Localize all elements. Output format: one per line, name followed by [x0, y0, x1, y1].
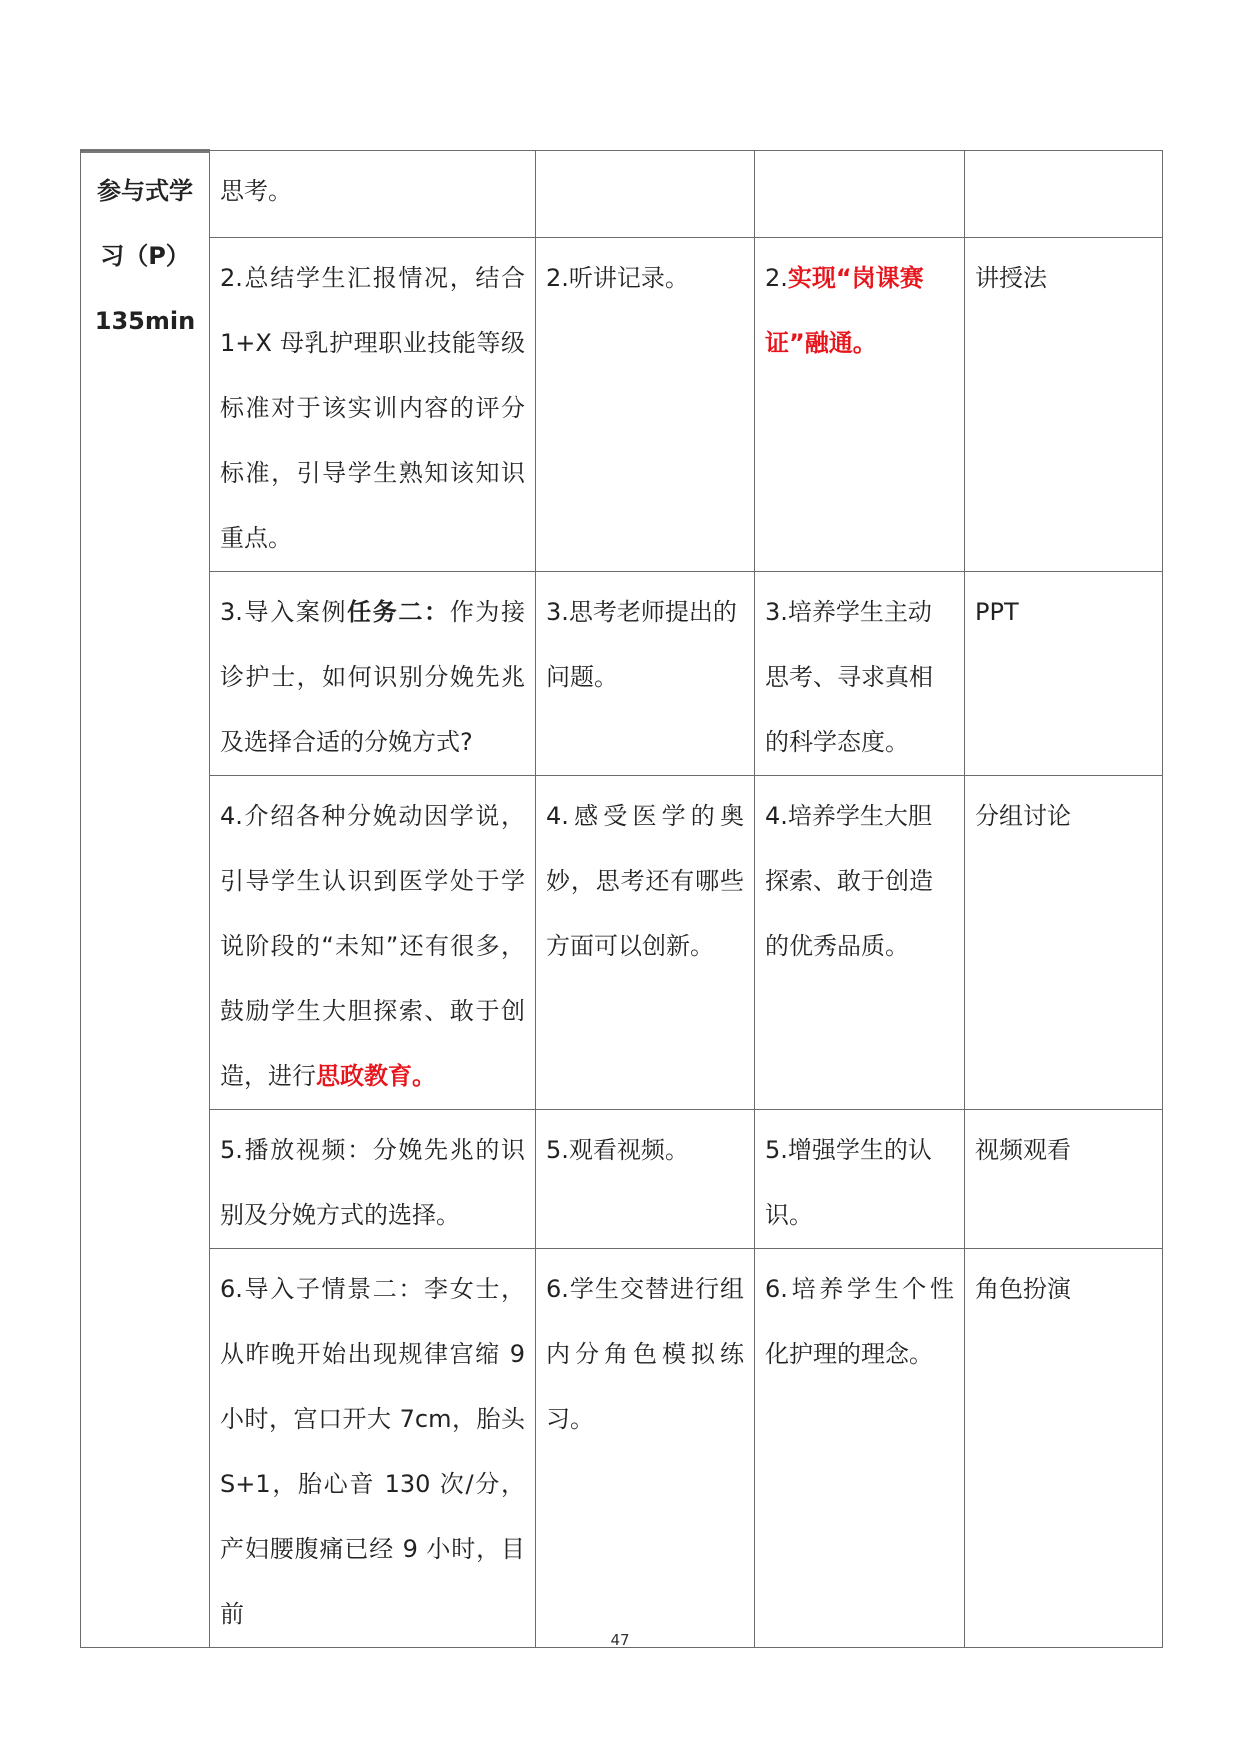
method-cell: [965, 1249, 1163, 1648]
teacher-activity-cell: [210, 238, 536, 572]
student-activity-cell: [536, 776, 755, 1110]
method-text: 讲授法: [975, 264, 1047, 292]
teacher-activity-text: 2.总结学生汇报情况，结合1+X 母乳护理职业技能等级标准对于该实训内容的评分标准，引导学生熟知该知识重点。: [220, 264, 525, 552]
method-text: 视频观看: [975, 1136, 1071, 1164]
table-row: [81, 572, 1163, 776]
student-activity-cell: [536, 572, 755, 776]
student-activity-text: 4.感受医学的奥妙，思考还有哪些方面可以创新。: [546, 802, 744, 960]
student-activity-cell: [536, 238, 755, 572]
student-activity-text: 2.听讲记录。: [546, 264, 689, 292]
stage-label-line1: 参与式学: [97, 177, 193, 205]
lesson-plan-table: [80, 150, 1163, 1648]
design-intent-cell: [755, 776, 965, 1110]
teacher-activity-cell: [210, 776, 536, 1110]
page-number: 47: [610, 1631, 630, 1649]
method-cell: [965, 1110, 1163, 1249]
teacher-activity-cell: [210, 572, 536, 776]
teacher-activity-text: 5.播放视频：分娩先兆的识别及分娩方式的选择。: [220, 1136, 525, 1229]
teacher-activity-task-label: 任务二：: [347, 598, 450, 626]
table-row: [81, 238, 1163, 572]
stage-cell: [81, 151, 210, 1648]
student-activity-cell: [536, 1110, 755, 1249]
design-intent-highlight: 实现“岗课赛证”融通。: [765, 264, 924, 357]
table-row: [81, 151, 1163, 238]
method-cell: [965, 572, 1163, 776]
teacher-activity-cell: [210, 151, 536, 238]
table-row: [81, 1249, 1163, 1648]
table-row: [81, 1110, 1163, 1249]
method-cell: [965, 776, 1163, 1110]
teacher-activity-cell: [210, 1249, 536, 1648]
method-text: 角色扮演: [975, 1275, 1071, 1303]
design-intent-text: 6.培养学生个性化护理的理念。: [765, 1275, 954, 1368]
table-row: [81, 776, 1163, 1110]
method-text: PPT: [975, 598, 1019, 626]
student-activity-cell: [536, 151, 755, 238]
design-intent-cell: [755, 1249, 965, 1648]
student-activity-cell: [536, 1249, 755, 1648]
design-intent-cell: [755, 238, 965, 572]
stage-label-line2: 习（P）: [100, 242, 190, 270]
teacher-activity-cell: [210, 1110, 536, 1249]
teacher-activity-text: 6.导入子情景二：李女士，从昨晚开始出现规律宫缩 9 小时，宫口开大 7cm，胎头S+1，胎心音 130 次/分，产妇腰腹痛已经 9 小时，目前: [220, 1275, 525, 1628]
design-intent-text: 5.增强学生的认识。: [765, 1136, 932, 1229]
student-activity-text: 3.思考老师提出的问题。: [546, 598, 737, 691]
design-intent-text: 4.培养学生大胆探索、敢于创造的优秀品质。: [765, 802, 933, 960]
teacher-activity-highlight: 思政教育。: [316, 1062, 436, 1090]
design-intent-prefix: 2.: [765, 264, 788, 292]
teacher-activity-prefix: 3.导入案例: [220, 598, 348, 626]
design-intent-cell: [755, 151, 965, 238]
stage-label-line3: 135min: [94, 307, 196, 335]
method-text: 分组讨论: [975, 802, 1071, 830]
teacher-activity-text: 作为接诊护士，如何识别分娩先兆及选择合适的分娩方式?: [220, 598, 526, 756]
teacher-activity-text: 思考。: [220, 177, 292, 205]
student-activity-text: 5.观看视频。: [546, 1136, 689, 1164]
method-cell: [965, 151, 1163, 238]
method-cell: [965, 238, 1163, 572]
teacher-activity-text: 4.介绍各种分娩动因学说，引导学生认识到医学处于学说阶段的“未知”还有很多，鼓励学生大胆探索、敢于创造，进行: [220, 802, 525, 1090]
design-intent-cell: [755, 1110, 965, 1249]
design-intent-text: 3.培养学生主动思考、寻求真相的科学态度。: [765, 598, 933, 756]
student-activity-text: 6.学生交替进行组内分角色模拟练习。: [546, 1275, 744, 1433]
design-intent-cell: [755, 572, 965, 776]
